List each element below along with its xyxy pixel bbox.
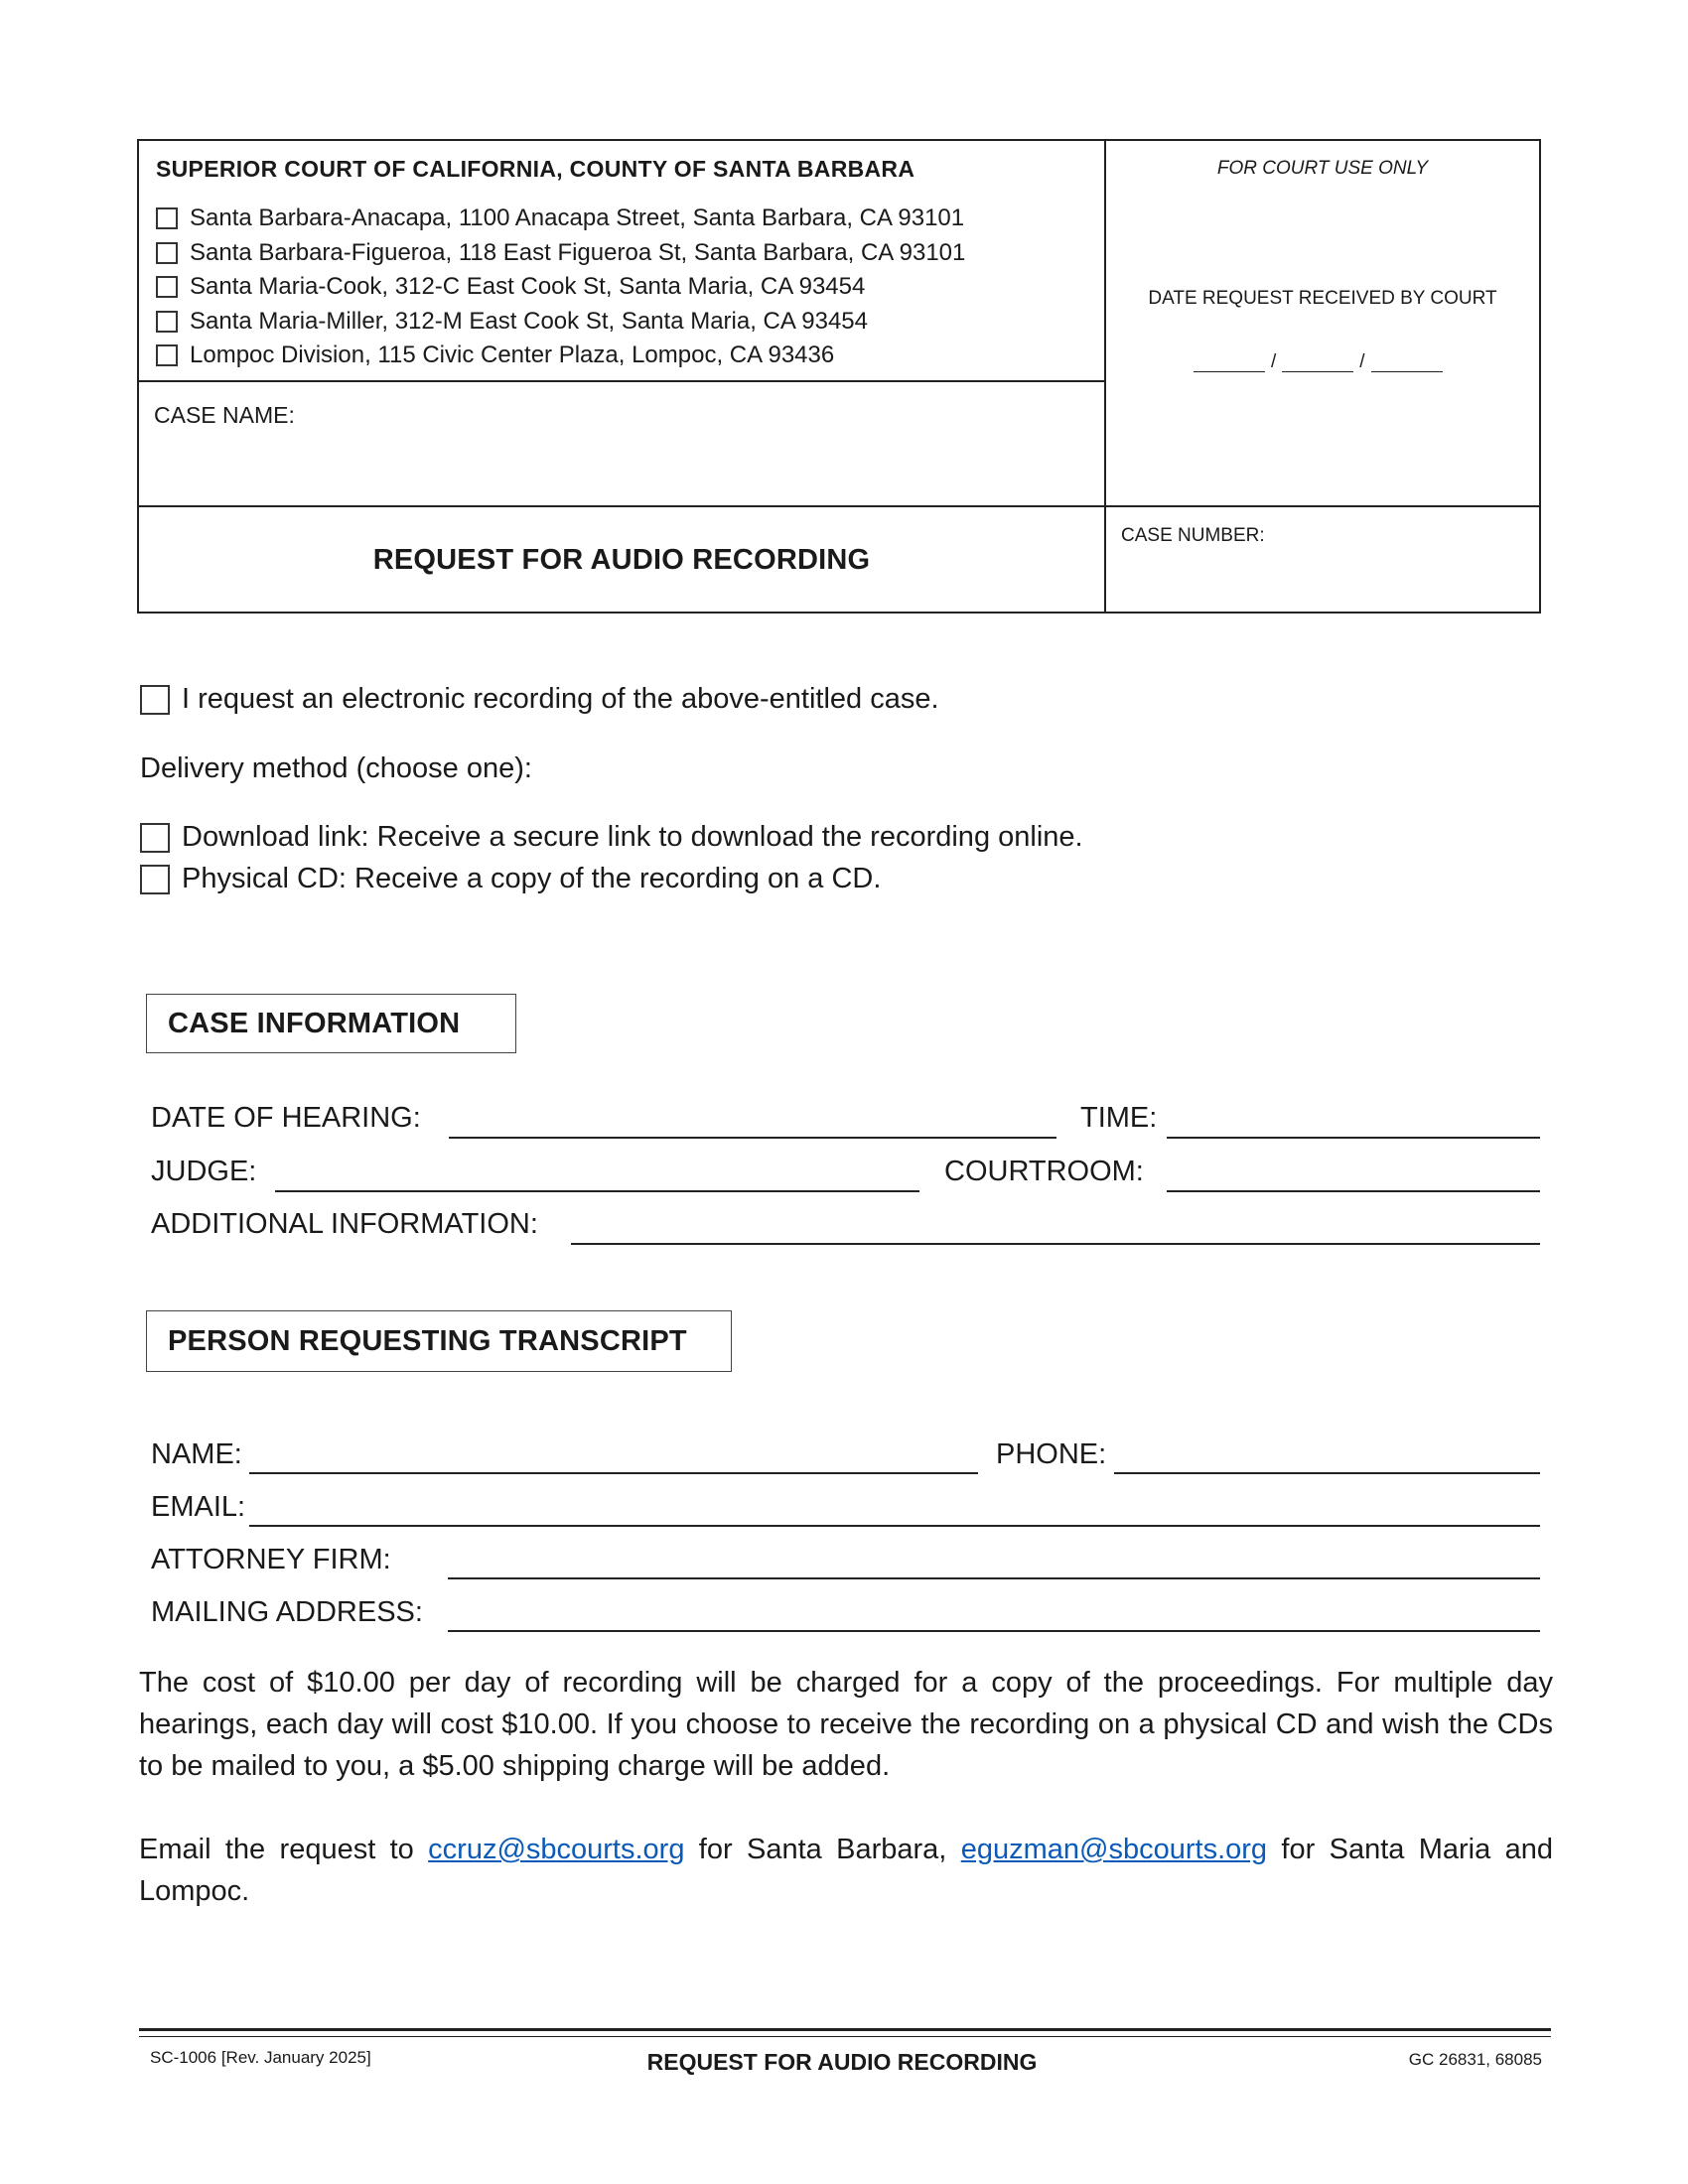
mailing-address-input[interactable] [448, 1630, 1540, 1632]
location-checkbox-anacapa[interactable] [156, 207, 178, 229]
form-title-cell [139, 507, 1106, 614]
caption-box [137, 139, 1541, 614]
email-input[interactable] [249, 1525, 1540, 1527]
courtroom-label: COURTROOM: [944, 1156, 1144, 1187]
electronic-recording-checkbox[interactable] [140, 685, 170, 715]
cost-paragraph: The cost of $10.00 per day of recording will be charged for a copy of the proceedings. For multiple day hearings, each day will cost $10.00. If you choose to receive the recording on a physical CD and wish the CDs to be mailed to you, a $5.00 shipping charge will be added. [139, 1667, 1553, 1782]
santa-barbara-email-link[interactable]: ccruz@sbcourts.org [428, 1834, 685, 1865]
additional-information-input[interactable] [571, 1243, 1540, 1245]
court-use-cell [1106, 141, 1539, 507]
mailing-address-label: MAILING ADDRESS: [151, 1596, 423, 1628]
footer-title: REQUEST FOR AUDIO RECORDING [646, 2049, 1038, 2075]
location-option[interactable] [156, 270, 965, 305]
phone-label: PHONE: [996, 1438, 1107, 1470]
date-received-field[interactable] [1194, 352, 1443, 372]
court-title: SUPERIOR COURT OF CALIFORNIA, COUNTY OF SANTA BARBARA [156, 156, 915, 182]
santa-maria-email-link[interactable]: eguzman@sbcourts.org [960, 1834, 1268, 1865]
date-day-blank[interactable] [1282, 352, 1353, 372]
date-of-hearing-input[interactable] [449, 1137, 1056, 1139]
date-separator: / [1359, 351, 1365, 372]
case-name-label: CASE NAME: [154, 402, 295, 428]
time-input[interactable] [1167, 1137, 1540, 1139]
location-option[interactable] [156, 339, 965, 373]
form-title: REQUEST FOR AUDIO RECORDING [372, 544, 871, 576]
email-instructions-middle: for Santa Barbara, [684, 1834, 961, 1865]
location-option[interactable] [156, 305, 965, 340]
name-input[interactable] [249, 1472, 978, 1474]
court-info-cell [139, 141, 1106, 382]
download-link-checkbox[interactable] [140, 823, 170, 853]
delivery-option-cd[interactable] [140, 863, 881, 895]
location-checkbox-miller[interactable] [156, 311, 178, 333]
location-label: Santa Maria-Miller, 312-M East Cook St, Santa Maria, CA 93454 [190, 307, 868, 335]
location-checkbox-figueroa[interactable] [156, 242, 178, 264]
case-information-heading: CASE INFORMATION [146, 994, 516, 1053]
court-location-list [156, 202, 965, 373]
date-of-hearing-label: DATE OF HEARING: [151, 1102, 421, 1134]
location-label: Lompoc Division, 115 Civic Center Plaza, Lompoc, CA 93436 [190, 341, 835, 369]
email-label: EMAIL: [151, 1491, 246, 1523]
footer-rule-thin [139, 2036, 1551, 2037]
location-checkbox-cook[interactable] [156, 276, 178, 298]
location-option[interactable] [156, 236, 965, 271]
electronic-recording-option[interactable] [140, 683, 939, 716]
phone-input[interactable] [1114, 1472, 1540, 1474]
judge-label: JUDGE: [151, 1156, 257, 1187]
location-checkbox-lompoc[interactable] [156, 344, 178, 366]
location-label: Santa Maria-Cook, 312-C East Cook St, Santa Maria, CA 93454 [190, 273, 866, 301]
judge-input[interactable] [275, 1190, 919, 1192]
email-instructions-suffix: for Santa Maria and Lompoc. [139, 1834, 1553, 1907]
location-option[interactable] [156, 202, 965, 236]
date-separator: / [1271, 351, 1277, 372]
footer-code-references: GC 26831, 68085 [1408, 2050, 1542, 2069]
email-instructions-prefix: Email the request to [139, 1834, 429, 1865]
download-link-label: Download link: Receive a secure link to download the recording online. [182, 821, 1083, 853]
case-name-cell[interactable] [139, 382, 1106, 507]
form-number: SC-1006 [Rev. January 2025] [150, 2048, 371, 2067]
date-received-label: DATE REQUEST RECEIVED BY COURT [1148, 288, 1497, 309]
location-label: Santa Barbara-Anacapa, 1100 Anacapa Street, Santa Barbara, CA 93101 [190, 205, 965, 232]
time-label: TIME: [1080, 1102, 1158, 1134]
name-label: NAME: [151, 1438, 242, 1470]
email-instructions [139, 1829, 1553, 1912]
case-number-label: CASE NUMBER: [1121, 525, 1265, 546]
date-year-blank[interactable] [1371, 352, 1443, 372]
attorney-firm-input[interactable] [448, 1577, 1540, 1579]
footer-rule-thick [139, 2028, 1551, 2031]
additional-information-label: ADDITIONAL INFORMATION: [151, 1208, 538, 1240]
court-use-only-label: FOR COURT USE ONLY [1216, 158, 1429, 179]
case-number-cell[interactable] [1106, 507, 1539, 614]
physical-cd-label: Physical CD: Receive a copy of the recording on a CD. [182, 863, 882, 894]
delivery-option-download[interactable] [140, 821, 1083, 854]
attorney-firm-label: ATTORNEY FIRM: [151, 1544, 391, 1575]
electronic-recording-label: I request an electronic recording of the above-entitled case. [182, 683, 939, 715]
date-month-blank[interactable] [1194, 352, 1265, 372]
physical-cd-checkbox[interactable] [140, 865, 170, 894]
location-label: Santa Barbara-Figueroa, 118 East Figueroa St, Santa Barbara, CA 93101 [190, 238, 966, 266]
courtroom-input[interactable] [1167, 1190, 1540, 1192]
person-requesting-heading: PERSON REQUESTING TRANSCRIPT [146, 1310, 732, 1372]
delivery-method-heading: Delivery method (choose one): [140, 752, 532, 784]
